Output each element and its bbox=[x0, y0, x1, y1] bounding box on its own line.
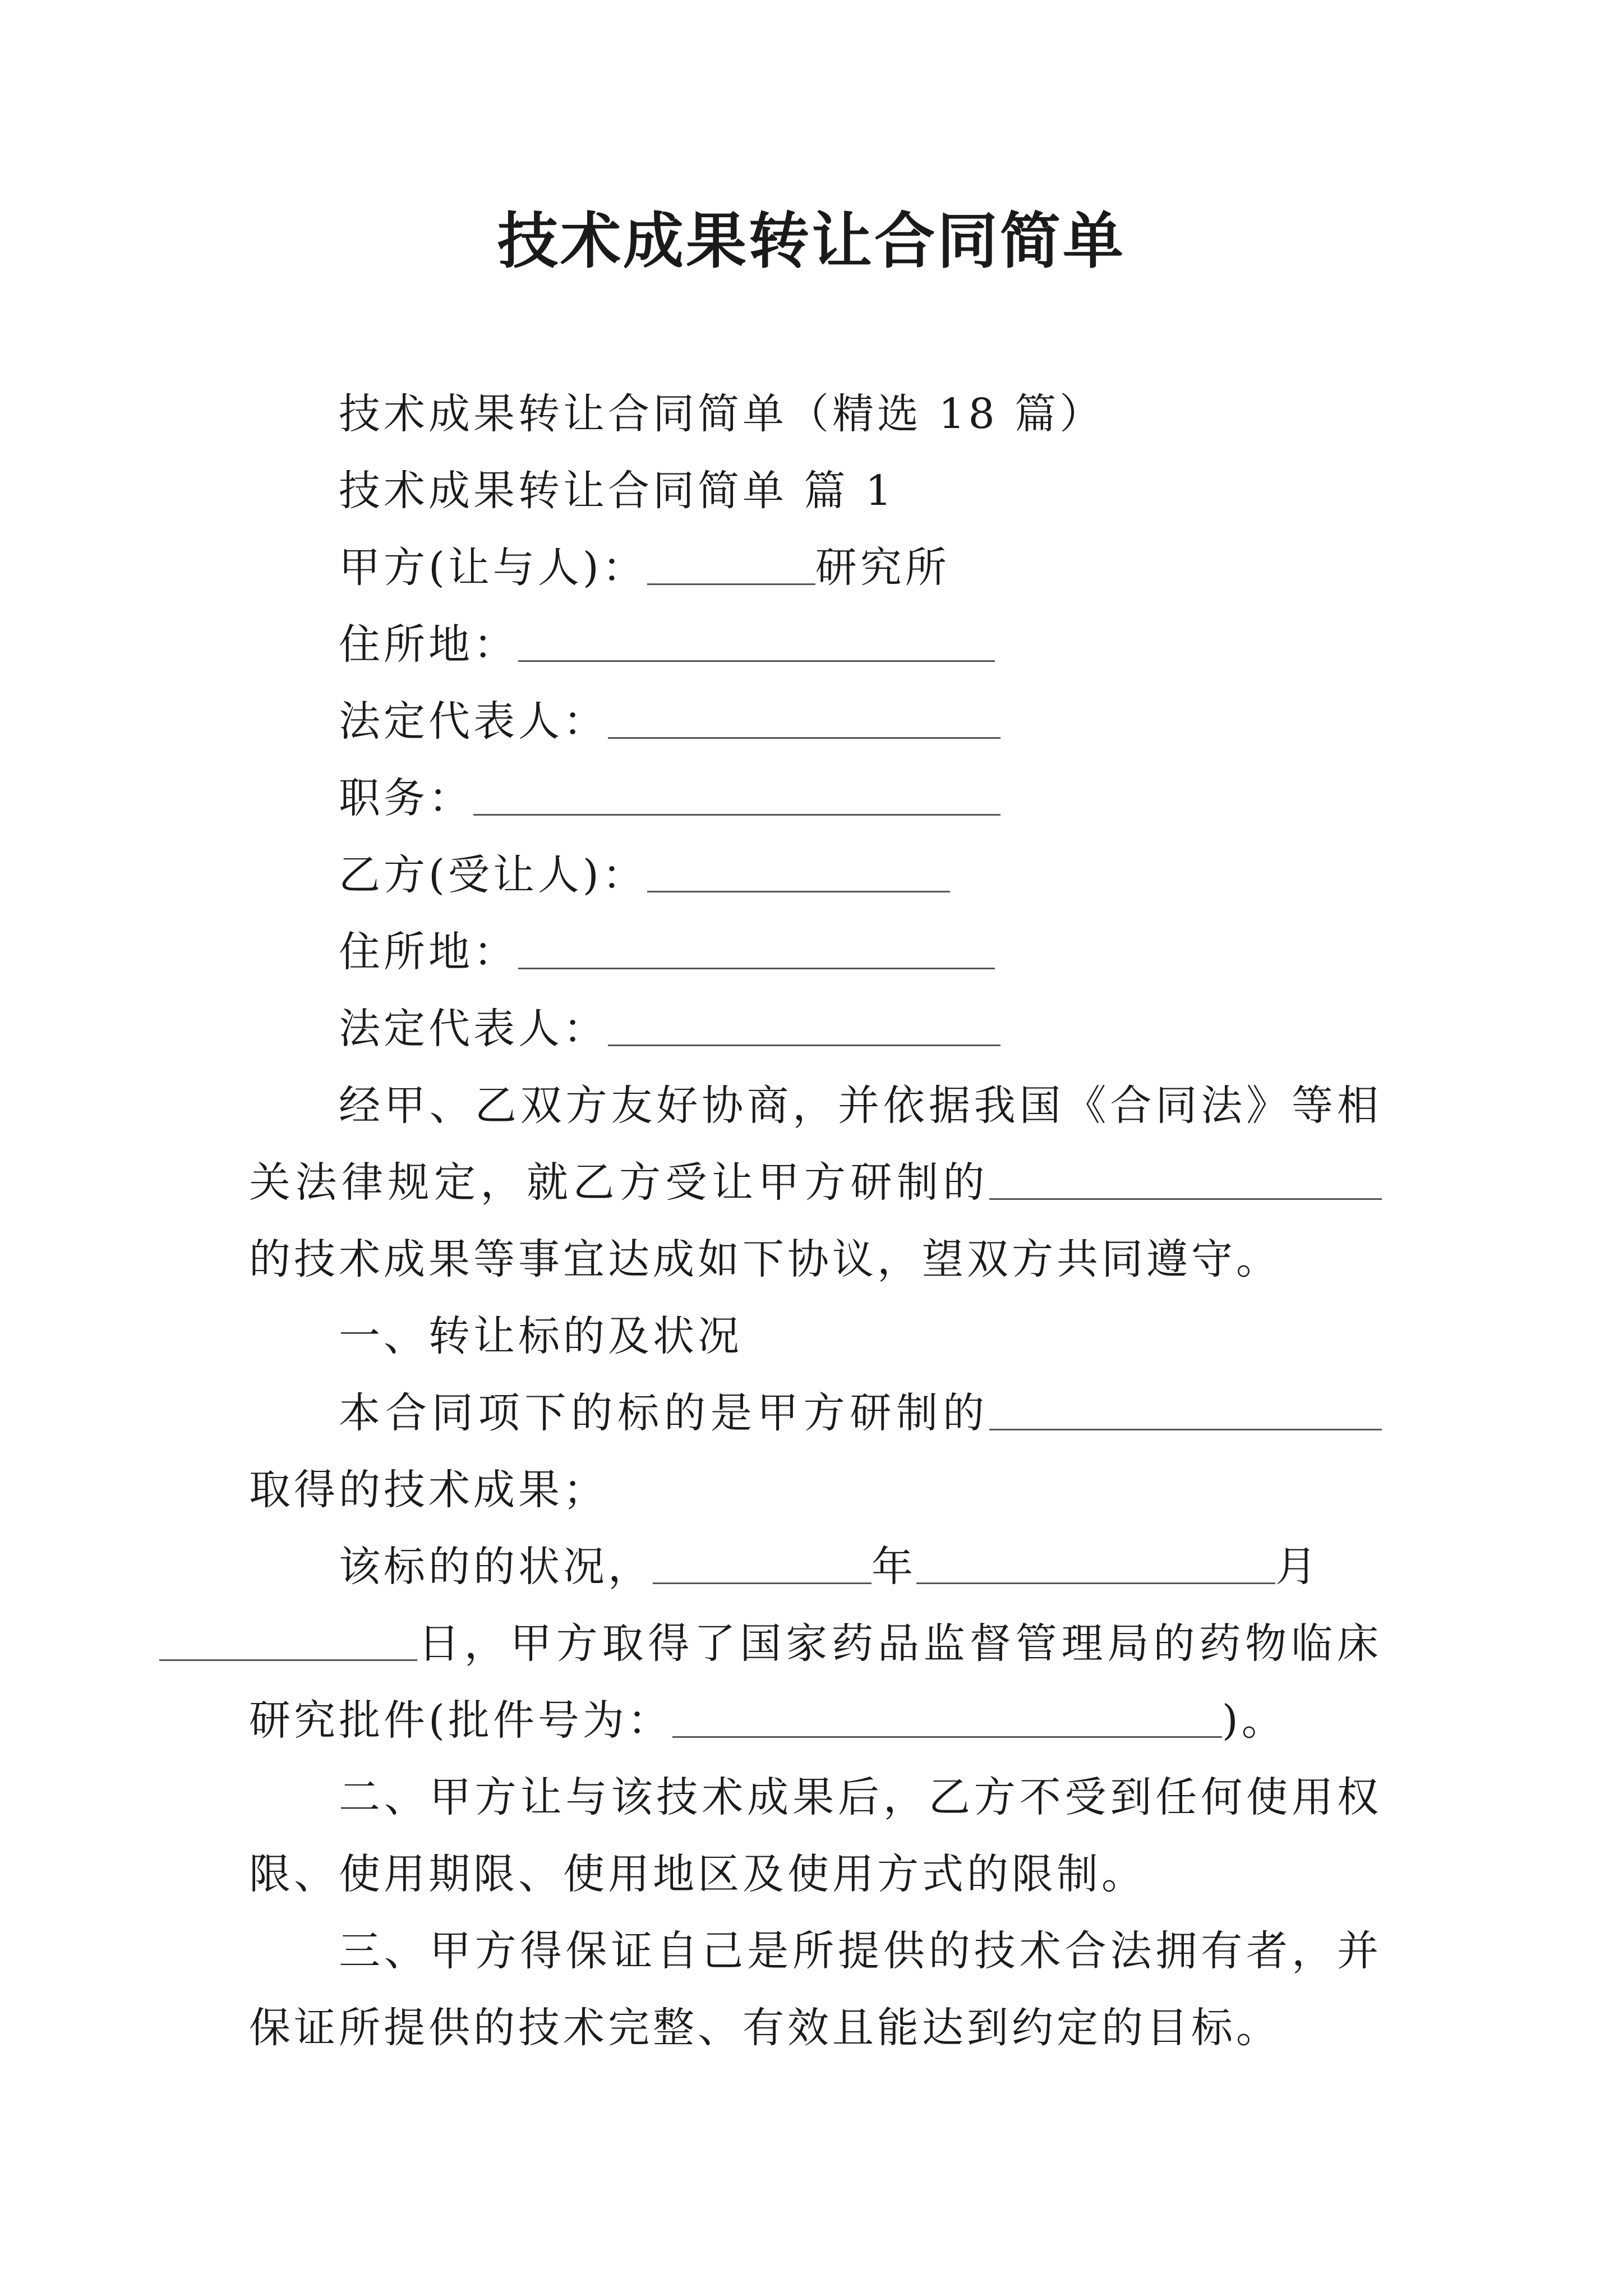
party-a-label: 甲方(让与人)： bbox=[339, 544, 647, 592]
year-label: 年 bbox=[872, 1543, 916, 1591]
party-a-title-blank bbox=[473, 775, 1000, 816]
party-b-line bbox=[249, 837, 1382, 914]
month-label: 月 bbox=[1275, 1543, 1320, 1591]
month-blank bbox=[916, 1543, 1275, 1584]
document-title: 技术成果转让合同简单 bbox=[497, 206, 1126, 277]
party-a-line bbox=[249, 530, 1382, 606]
party-a-name-blank bbox=[647, 544, 815, 585]
party-a-title-label: 职务： bbox=[339, 774, 473, 822]
party-b-label: 乙方(受让人)： bbox=[339, 851, 647, 899]
clause1-status bbox=[249, 1529, 1382, 1759]
approval-number-blank bbox=[672, 1697, 1222, 1738]
clause1-status-part1: 该标的的状况， bbox=[339, 1543, 653, 1591]
party-b-address-line bbox=[249, 914, 1382, 991]
party-b-rep-line bbox=[249, 991, 1382, 1068]
intro-part1: 经甲、乙双方友好协商，并依据我国《合同法》等相关法律规定，就乙方受让甲方研制的 bbox=[249, 1082, 1382, 1207]
year-blank bbox=[653, 1543, 872, 1584]
document-subtitle: 技术成果转让合同简单（精选 18 篇） bbox=[339, 390, 1105, 438]
intro-paragraph bbox=[249, 1068, 1382, 1298]
party-a-address-line bbox=[249, 606, 1382, 683]
clause1-text-part2: 取得的技术成果； bbox=[249, 1466, 608, 1514]
document-body bbox=[249, 376, 1382, 2067]
clause1-text-part1: 本合同项下的标的是甲方研制的 bbox=[339, 1389, 989, 1437]
party-b-rep-blank bbox=[608, 1005, 1000, 1046]
clause1-day-end: )。 bbox=[1221, 1696, 1287, 1745]
party-b-address-blank bbox=[518, 928, 995, 969]
party-b-address-label: 住所地： bbox=[339, 928, 518, 976]
day-blank bbox=[159, 1620, 417, 1661]
intro-part2: 的技术成果等事宜达成如下协议，望双方共同遵守。 bbox=[249, 1235, 1281, 1283]
party-a-address-blank bbox=[518, 621, 995, 662]
party-a-suffix: 研究所 bbox=[815, 544, 950, 592]
clause1-text bbox=[249, 1375, 1382, 1529]
party-a-title-line bbox=[249, 760, 1382, 837]
party-b-name-blank bbox=[647, 852, 950, 892]
party-a-address-label: 住所地： bbox=[339, 620, 518, 669]
party-b-rep-label: 法定代表人： bbox=[339, 1005, 608, 1053]
party-a-rep-label: 法定代表人： bbox=[339, 697, 608, 746]
clause2-paragraph: 二、甲方让与该技术成果后，乙方不受到任何使用权限、使用期限、使用地区及使用方式的限制。 bbox=[249, 1773, 1382, 1898]
intro-blank bbox=[989, 1159, 1382, 1200]
clause3-paragraph: 三、甲方得保证自己是所提供的技术合法拥有者，并保证所提供的技术完整、有效且能达到约定的目标。 bbox=[249, 1927, 1382, 2052]
party-a-rep-blank bbox=[608, 698, 1000, 739]
section-heading: 技术成果转让合同简单 篇 1 bbox=[339, 467, 896, 515]
clause1-subject-blank bbox=[989, 1389, 1382, 1430]
clause1-heading: 一、转让标的及状况 bbox=[339, 1312, 743, 1360]
party-a-rep-line bbox=[249, 683, 1382, 760]
clause1-day-part: 日，甲方取得了国家药品监督管理局的药物临床研究批件(批件号为： bbox=[249, 1619, 1382, 1745]
